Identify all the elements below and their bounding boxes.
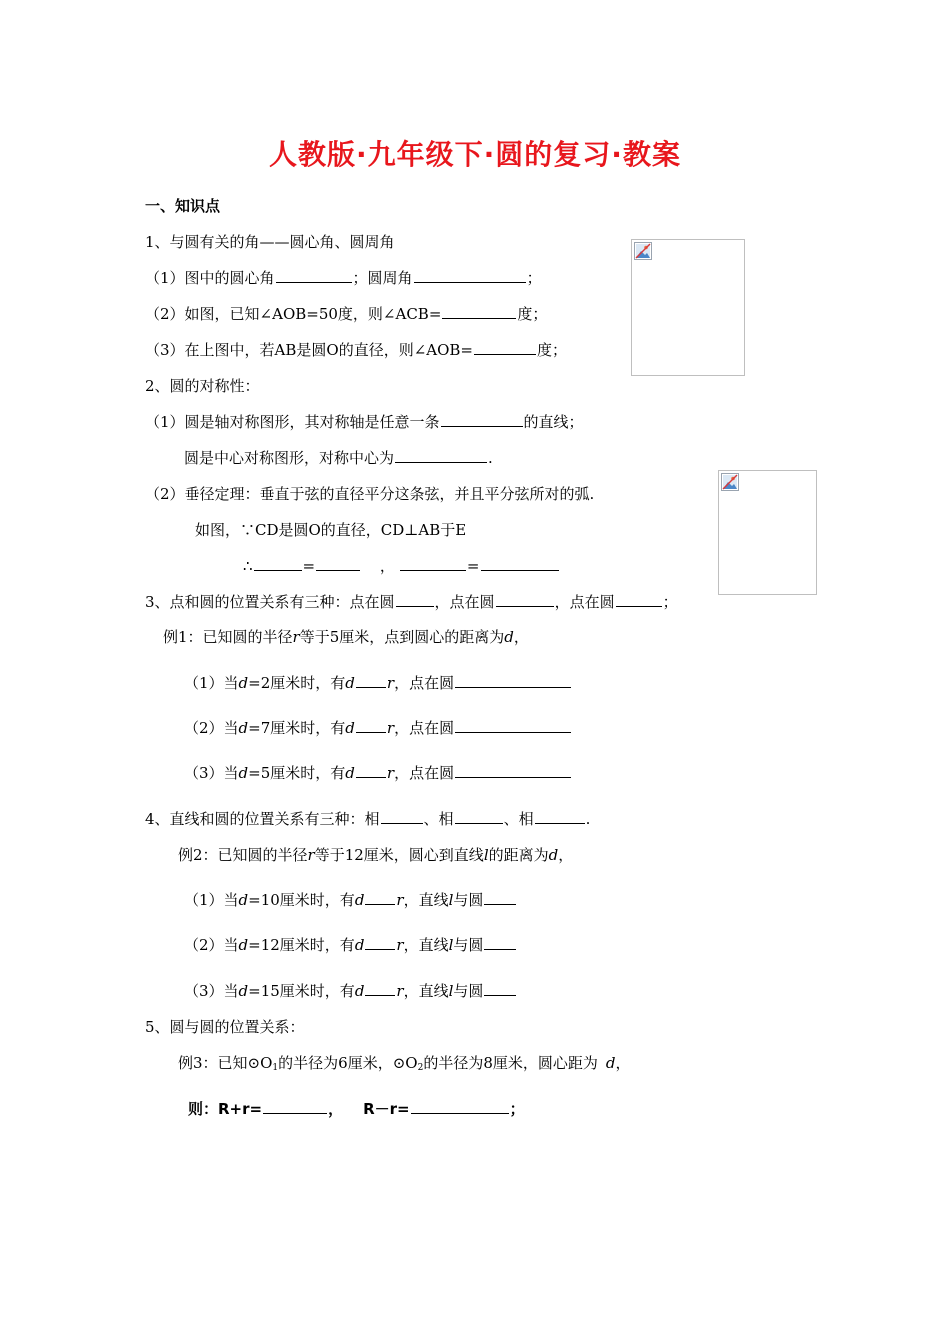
blank <box>535 809 585 824</box>
s3-item-2: （2）当d=7厘米时，有d r，点在圆 <box>184 718 572 738</box>
blank <box>365 981 395 996</box>
page-title: 人教版·九年级下·圆的复习·教案 <box>269 138 681 171</box>
blank <box>474 340 536 355</box>
blank <box>484 890 516 905</box>
blank <box>441 412 523 427</box>
blank <box>484 981 516 996</box>
s4-heading: 4、直线和圆的位置关系有三种：相 、相 、相 . <box>145 810 591 828</box>
s4-example: 例2：已知圆的半径r等于12厘米，圆心到直线l的距离为d， <box>178 846 574 864</box>
s4-item-3: （3）当d=15厘米时，有d r，直线l与圆 <box>184 981 517 1001</box>
s3-example: 例1：已知圆的半径r等于5厘米，点到圆心的距离为d， <box>163 628 529 646</box>
s4-item-1: （1）当d=10厘米时，有d r，直线l与圆 <box>184 890 517 910</box>
s2-heading: 2、圆的对称性： <box>145 377 260 395</box>
blank <box>356 763 386 778</box>
s2-q2-therefore: ∴ = ， = <box>243 556 560 576</box>
blank <box>356 718 386 733</box>
s1-heading: 1、与圆有关的角——圆心角、圆周角 <box>145 233 395 251</box>
s1-q1: （1）图中的圆心角 ；圆周角 ； <box>145 269 542 287</box>
blank <box>414 268 526 283</box>
s3-heading: 3、点和圆的位置关系有三种：点在圆 ，点在圆 ，点在圆 ； <box>145 593 678 611</box>
s2-q1: （1）圆是轴对称图形，其对称轴是任意一条 的直线； <box>145 413 584 431</box>
blank <box>356 673 386 688</box>
broken-image-icon <box>634 242 652 260</box>
figure-placeholder-angles <box>631 239 745 376</box>
blank <box>455 809 503 824</box>
s5-heading: 5、圆与圆的位置关系： <box>145 1018 305 1036</box>
figure-placeholder-chord <box>718 470 817 595</box>
blank <box>455 718 571 733</box>
s2-q2: （2）垂径定理：垂直于弦的直径平分这条弦，并且平分弦所对的弧. <box>145 485 595 503</box>
s1-q3: （3）在上图中，若AB是圆O的直径，则∠AOB= 度； <box>145 341 568 359</box>
blank <box>455 673 571 688</box>
s4-item-2: （2）当d=12厘米时，有d r，直线l与圆 <box>184 935 517 955</box>
blank <box>455 763 571 778</box>
s2-q2-figure: 如图，∵CD是圆O的直径，CD⊥AB于E <box>195 521 467 539</box>
blank <box>616 592 662 607</box>
blank <box>496 592 554 607</box>
blank <box>411 1099 509 1114</box>
blank <box>442 304 516 319</box>
blank <box>481 556 559 571</box>
s1-q2: （2）如图，已知∠AOB=50度，则∠ACB= 度； <box>145 305 548 323</box>
blank <box>316 556 360 571</box>
blank <box>396 592 434 607</box>
section-heading-knowledge: 一、知识点 <box>145 197 221 215</box>
s5-then: 则：R+r= ， R－r= ； <box>188 1100 525 1118</box>
blank <box>365 935 395 950</box>
blank <box>484 935 516 950</box>
s3-item-1: （1）当d=2厘米时，有d r，点在圆 <box>184 673 572 693</box>
broken-image-icon <box>721 473 739 491</box>
s2-q1-center: 圆是中心对称图形，对称中心为 . <box>184 449 493 467</box>
blank <box>254 556 302 571</box>
blank <box>365 890 395 905</box>
s5-example: 例3：已知$⊙O_1$的半径为6厘米，$⊙O_2$的半径为8厘米，圆心距为 d， <box>178 1054 631 1073</box>
blank <box>263 1099 327 1114</box>
blank <box>400 556 466 571</box>
blank <box>381 809 423 824</box>
blank <box>276 268 352 283</box>
blank <box>395 448 487 463</box>
s3-item-3: （3）当d=5厘米时，有d r，点在圆 <box>184 763 572 783</box>
